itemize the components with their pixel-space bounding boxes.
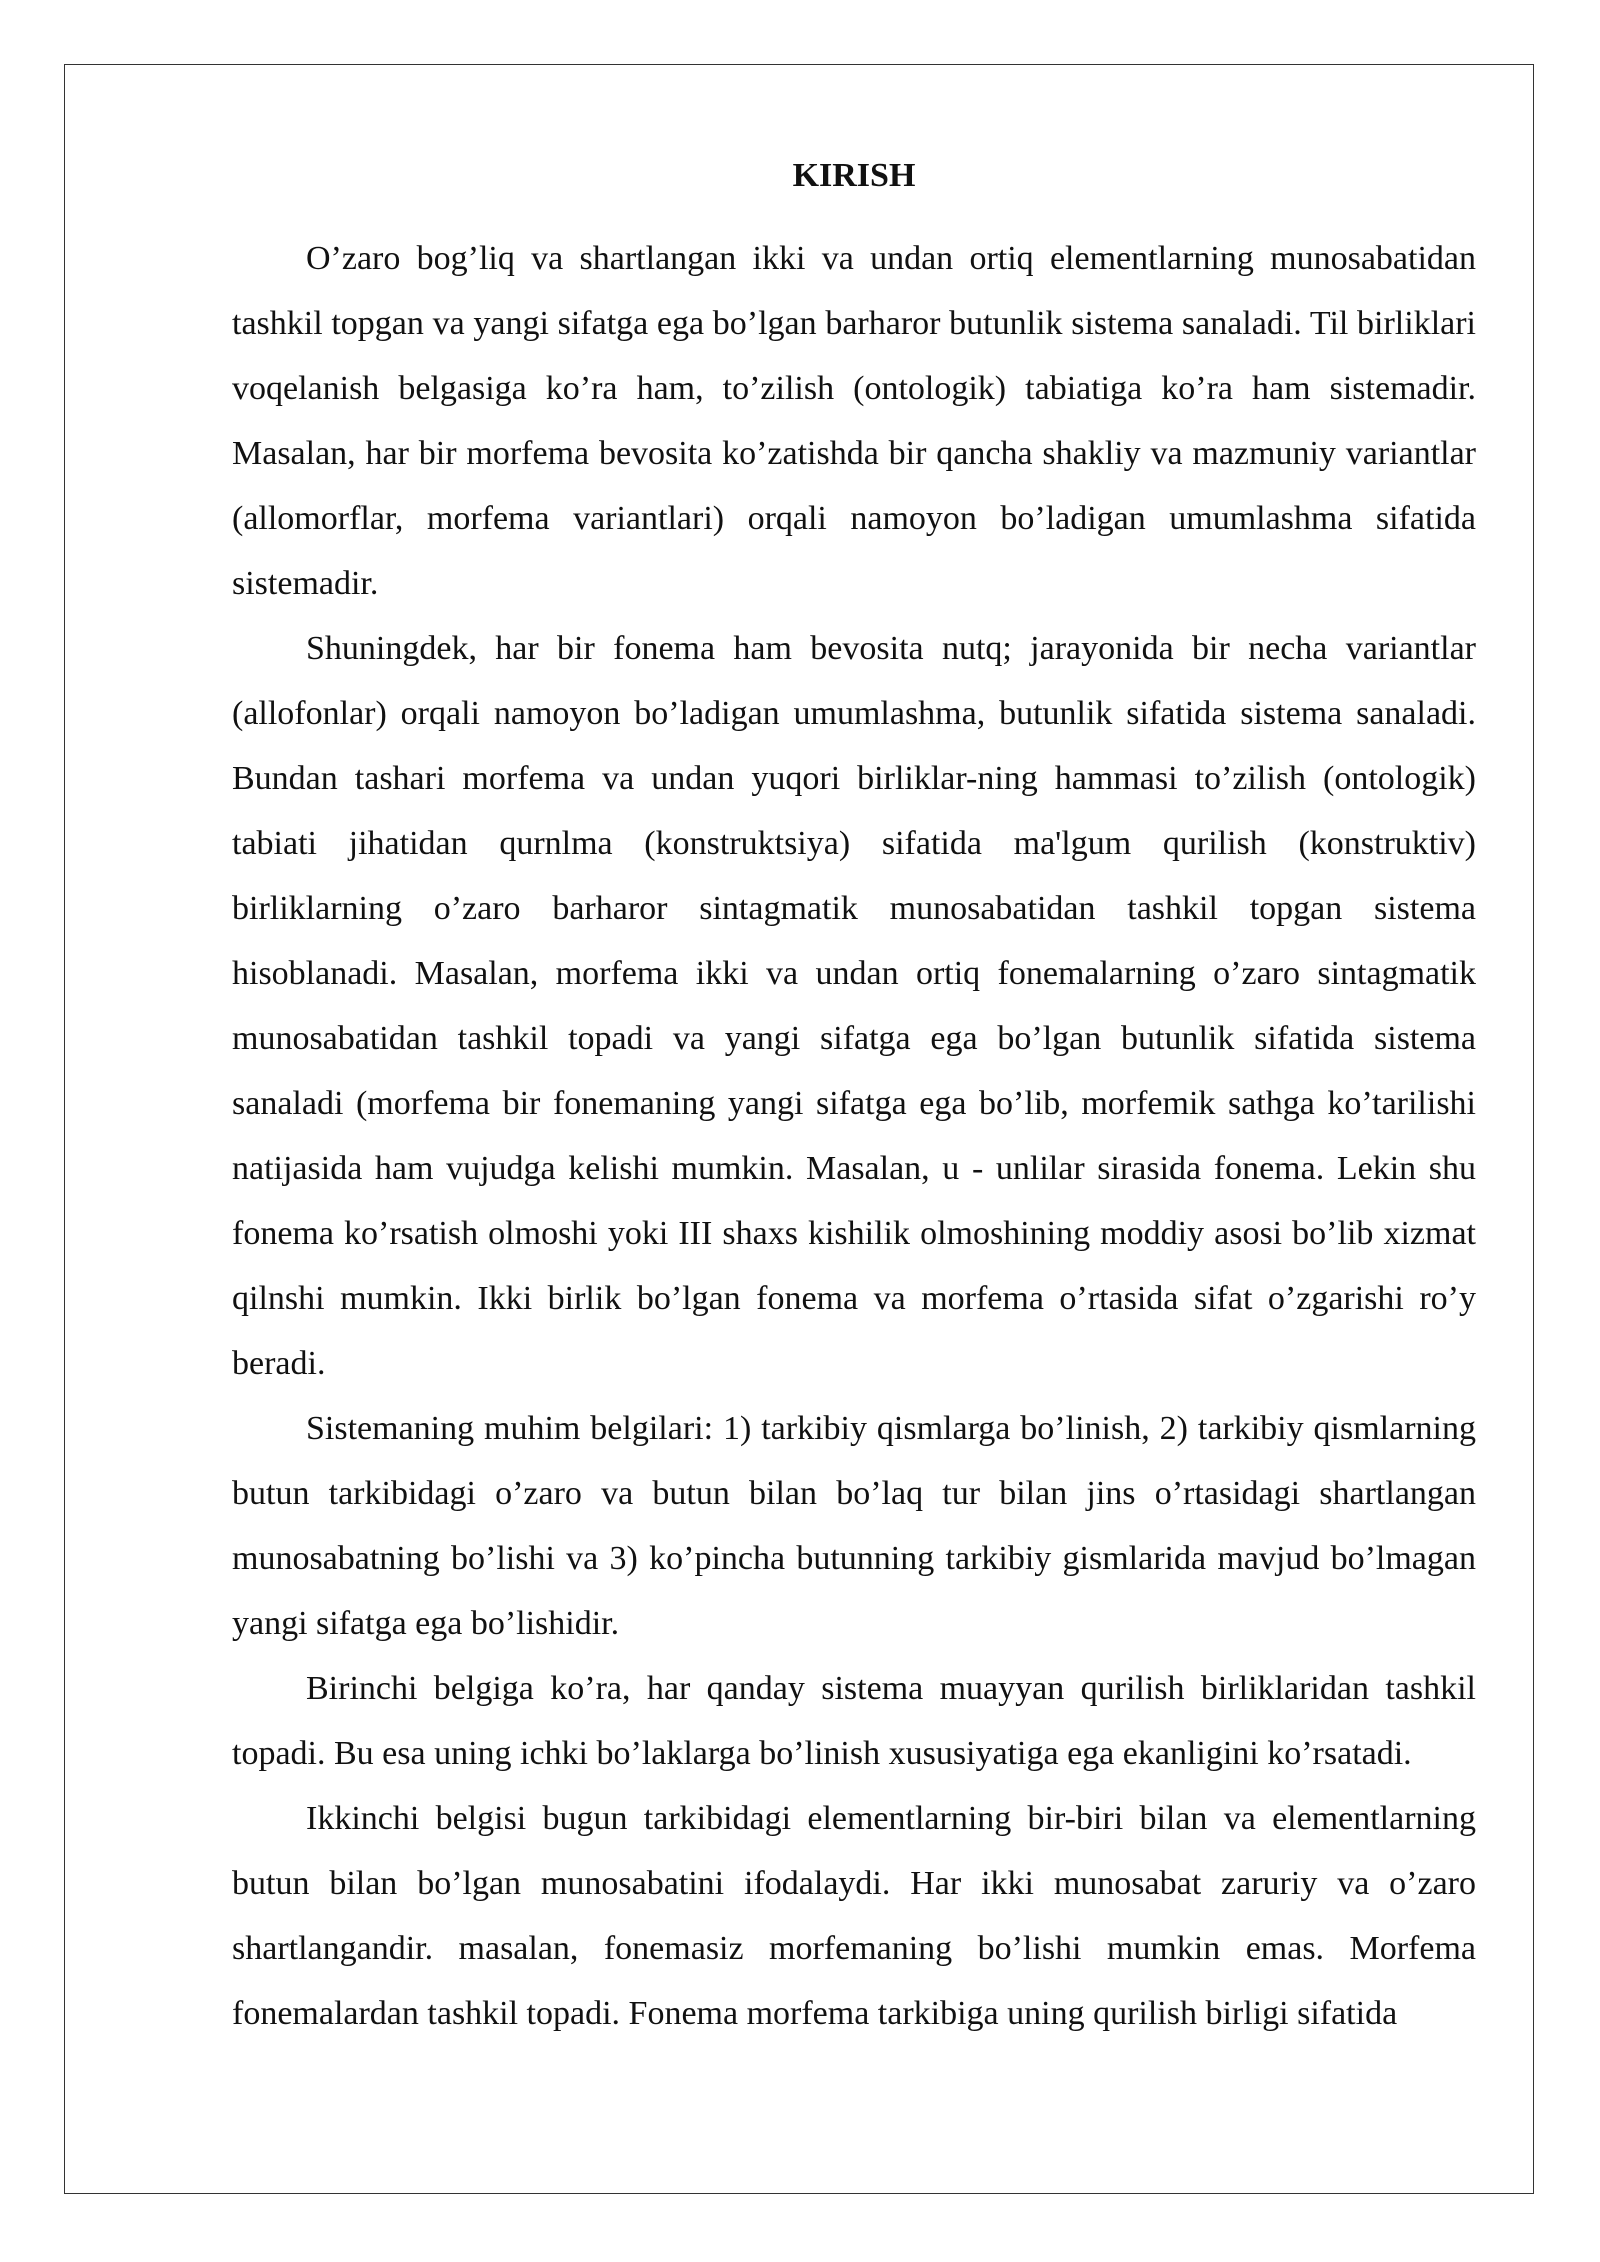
paragraph-1: O’zaro bog’liq va shartlangan ikki va undan ortiq elementlarning munosabatidan tashkil topgan va yangi sifatga ega bo’lgan barharor butunlik sistema sanaladi. Til birliklari voqelanish belgasiga ko’ra ham, to’zilish (ontologik) tabiatiga ko’ra ham sistemadir. Masalan, har bir morfema bevosita ko’zatishda bir qancha shakliy va mazmuniy variantlar (allomorflar, morfema variantlari) orqali namoyon bo’ladigan umumlashma sifatida sistemadir. (232, 240, 1476, 602)
paragraph-4: Birinchi belgiga ko’ra, har qanday sistema muayyan qurilish birliklaridan tashkil topadi. Bu esa uning ichki bo’laklarga bo’linish xususiyatiga ega ekanligini ko’rsatadi. (232, 1670, 1476, 1772)
paragraph-5: Ikkinchi belgisi bugun tarkibidagi elementlarning bir-biri bilan va elementlarning butun bilan bo’lgan munosabatini ifodalaydi. Har ikki munosabat zaruriy va o’zaro shartlangandir. masalan, fonemasiz morfemaning bo’lishi mumkin emas. Morfema fonemalardan tashkil topadi. Fonema morfema tarkibiga uning qurilish birligi sifatida (232, 1800, 1476, 2032)
document-body (232, 146, 1476, 2046)
paragraph-2: Shuningdek, har bir fonema ham bevosita nutq; jarayonida bir necha variantlar (allofonlar) orqali namoyon bo’ladigan umumlashma, butunlik sifatida sistema sanaladi. Bundan tashari morfema va undan yuqori birliklar-ning hammasi to’zilish (ontologik) tabiati jihatidan qurnlma (konstruktsiya) sifatida ma'lgum qurilish (konstruktiv) birliklarning o’zaro barharor sintagmatik munosabatidan tashkil topgan sistema hisoblanadi. Masalan, morfema ikki va undan ortiq fonemalarning o’zaro sintagmatik munosabatidan tashkil topadi va yangi sifatga ega bo’lgan butunlik sifatida sistema sanaladi (morfema bir fonemaning yangi sifatga ega bo’lib, morfemik sathga ko’tarilishi natijasida ham vujudga kelishi mumkin. Masalan, u - unlilar sirasida fonema. Lekin shu fonema ko’rsatish olmoshi yoki III shaxs kishilik olmoshining moddiy asosi bo’lib xizmat qilnshi mumkin. Ikki birlik bo’lgan fonema va morfema o’rtasida sifat o’zgarishi ro’y beradi. (232, 630, 1476, 1382)
paragraph-3: Sistemaning muhim belgilari: 1) tarkibiy qismlarga bo’linish, 2) tarkibiy qismlarning butun tarkibidagi o’zaro va butun bilan bo’laq tur bilan jins o’rtasidagi shartlangan munosabatning bo’lishi va 3) ko’pincha butunning tarkibiy gismlarida mavjud bo’lmagan yangi sifatga ega bo’lishidir. (232, 1410, 1476, 1642)
document-title: KIRISH (792, 157, 916, 194)
